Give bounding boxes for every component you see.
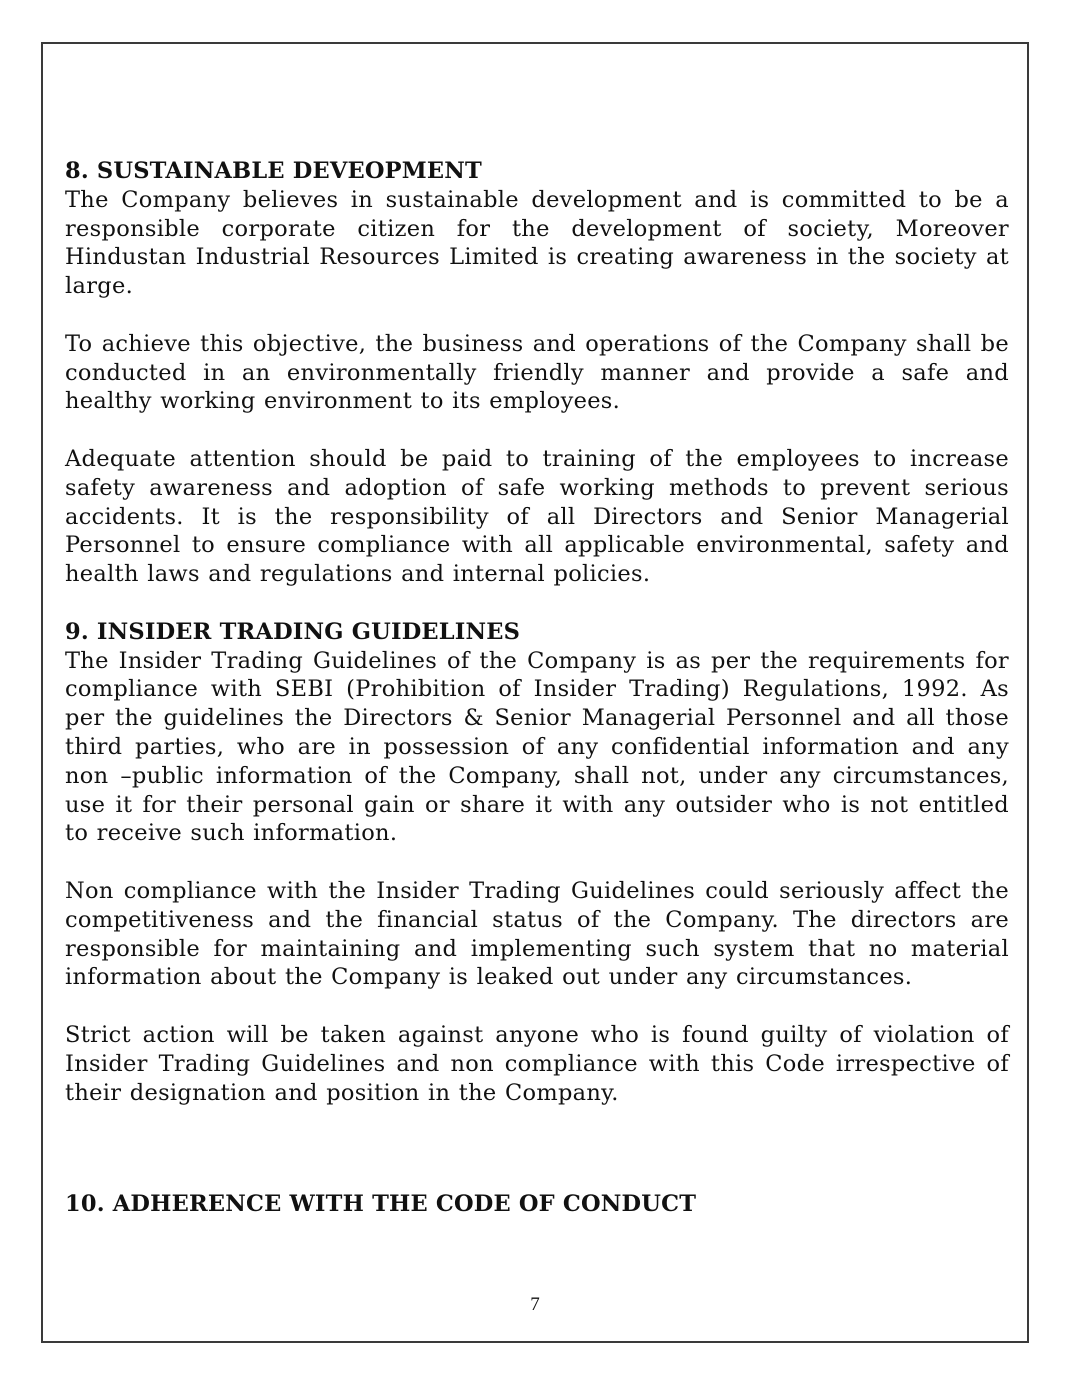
- page-frame: [41, 42, 1029, 1343]
- paragraph: Non compliance with the Insider Trading Guidelines could seriously affect the competitiveness and the financial status of the Company. The directors are responsible for maintaining and implementing such system that no material information about the Company is leaked out under any circumstances.: [65, 877, 1009, 991]
- section-sustainable-development: [65, 157, 1009, 589]
- paragraph: To achieve this objective, the business and operations of the Company shall be conducted in an environmentally friendly manner and provide a safe and healthy working environment to its employees.: [65, 330, 1009, 415]
- paragraph: The Company believes in sustainable development and is committed to be a responsible corporate citizen for the development of society, Moreover Hindustan Industrial Resources Limited is creating awareness in the society at large.: [65, 186, 1009, 300]
- page-content: [65, 157, 1009, 1136]
- section-adherence-code-of-conduct: [65, 1190, 1009, 1219]
- section-heading: 9. INSIDER TRADING GUIDELINES: [65, 618, 521, 645]
- paragraph: Adequate attention should be paid to training of the employees to increase safety awareness and adoption of safe working methods to prevent serious accidents. It is the responsibility of all Directors and Senior Managerial Personnel to ensure compliance with all applicable environmental, safety and health laws and regulations and internal policies.: [65, 445, 1009, 588]
- section-heading: 10. ADHERENCE WITH THE CODE OF CONDUCT: [65, 1191, 697, 1217]
- section-heading: 8. SUSTAINABLE DEVEOPMENT: [65, 158, 482, 184]
- page-number: 7: [530, 1294, 540, 1315]
- paragraph: Strict action will be taken against anyone who is found guilty of violation of Insider Trading Guidelines and non compliance with this Code irrespective of their designation and position in the Company.: [65, 1021, 1009, 1106]
- paragraph: The Insider Trading Guidelines of the Company is as per the requirements for compliance with SEBI (Prohibition of Insider Trading) Regulations, 1992. As per the guidelines the Directors & Senior Managerial Personnel and all those third parties, who are in possession of any confidential information and any non –public information of the Company, shall not, under any circumstances, use it for their personal gain or share it with any outsider who is not entitled to receive such information.: [65, 647, 1009, 847]
- section-insider-trading-guidelines: [65, 618, 1009, 1108]
